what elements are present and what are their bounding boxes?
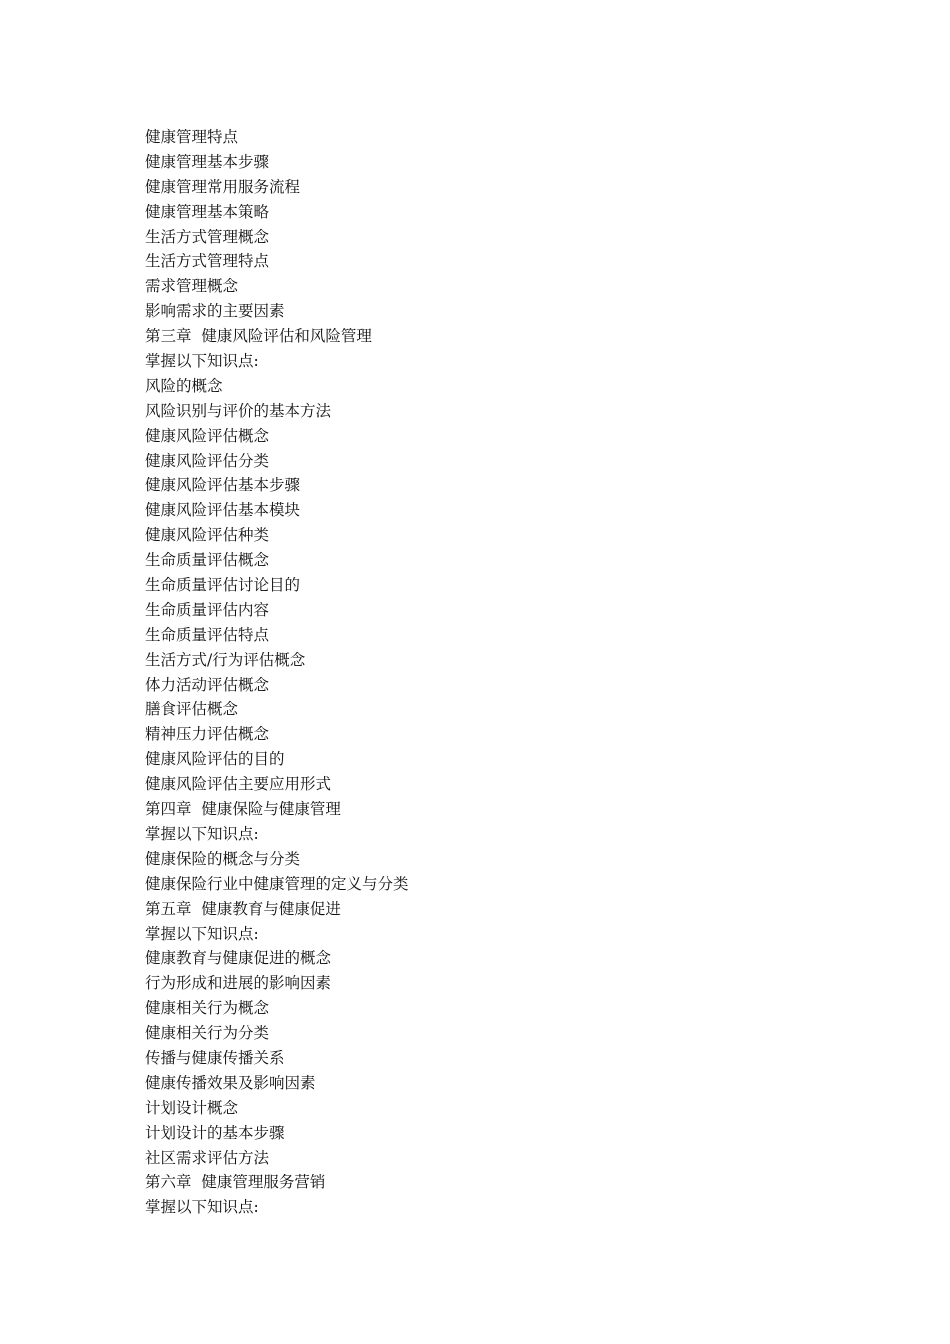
- text-line: 健康管理常用服务流程: [145, 177, 301, 196]
- text-line: 健康管理基本步骤: [145, 152, 270, 171]
- text-line: 健康教育与健康促进的概念: [145, 949, 332, 968]
- text-line: 膳食评估概念: [145, 700, 239, 719]
- text-line: 健康保险的概念与分类: [145, 849, 301, 868]
- text-line: 健康风险评估主要应用形式: [145, 775, 332, 794]
- text-line: 健康保险行业中健康管理的定义与分类: [145, 874, 409, 893]
- text-line: 掌握以下知识点:: [145, 352, 259, 371]
- text-line: 掌握以下知识点:: [145, 1198, 259, 1217]
- text-line: 影响需求的主要因素: [145, 302, 285, 321]
- text-line: 生活方式/行为评估概念: [145, 650, 306, 669]
- text-line: 生命质量评估概念: [145, 551, 270, 570]
- text-line: 计划设计的基本步骤: [145, 1123, 285, 1142]
- text-line: 生命质量评估内容: [145, 600, 270, 619]
- text-line: 计划设计概念: [145, 1098, 239, 1117]
- text-line: 风险识别与评价的基本方法: [145, 401, 332, 420]
- text-line: 健康风险评估种类: [145, 526, 270, 545]
- text-line: 传播与健康传播关系: [145, 1048, 285, 1067]
- text-line: 第五章 健康教育与健康促进: [145, 899, 341, 918]
- text-line: 生命质量评估讨论目的: [145, 576, 301, 595]
- text-line: 生活方式管理特点: [145, 252, 270, 271]
- text-line: 行为形成和进展的影响因素: [145, 974, 332, 993]
- text-line: 第六章 健康管理服务营销: [145, 1173, 326, 1192]
- text-line: 需求管理概念: [145, 277, 239, 296]
- text-line: 掌握以下知识点:: [145, 924, 259, 943]
- text-line: 体力活动评估概念: [145, 675, 270, 694]
- text-line: 健康风险评估基本模块: [145, 501, 301, 520]
- text-line: 健康风险评估分类: [145, 451, 270, 470]
- text-line: 健康管理基本策略: [145, 202, 270, 221]
- text-line: 健康风险评估概念: [145, 426, 270, 445]
- text-line: 健康风险评估的目的: [145, 750, 285, 769]
- text-line: 生活方式管理概念: [145, 227, 270, 246]
- text-line: 第三章 健康风险评估和风险管理: [145, 327, 372, 346]
- text-line: 风险的概念: [145, 376, 223, 395]
- text-line: 健康相关行为分类: [145, 1024, 270, 1043]
- text-line: 社区需求评估方法: [145, 1148, 270, 1167]
- text-line: 第四章 健康保险与健康管理: [145, 800, 341, 819]
- text-line: 掌握以下知识点:: [145, 824, 259, 843]
- text-line: 精神压力评估概念: [145, 725, 270, 744]
- document-body: [145, 125, 845, 1220]
- text-line: 健康相关行为概念: [145, 999, 270, 1018]
- text-line: 健康管理特点: [145, 128, 239, 146]
- text-line: 健康风险评估基本步骤: [145, 476, 301, 495]
- text-line: 健康传播效果及影响因素: [145, 1073, 316, 1092]
- text-line: 生命质量评估特点: [145, 625, 270, 644]
